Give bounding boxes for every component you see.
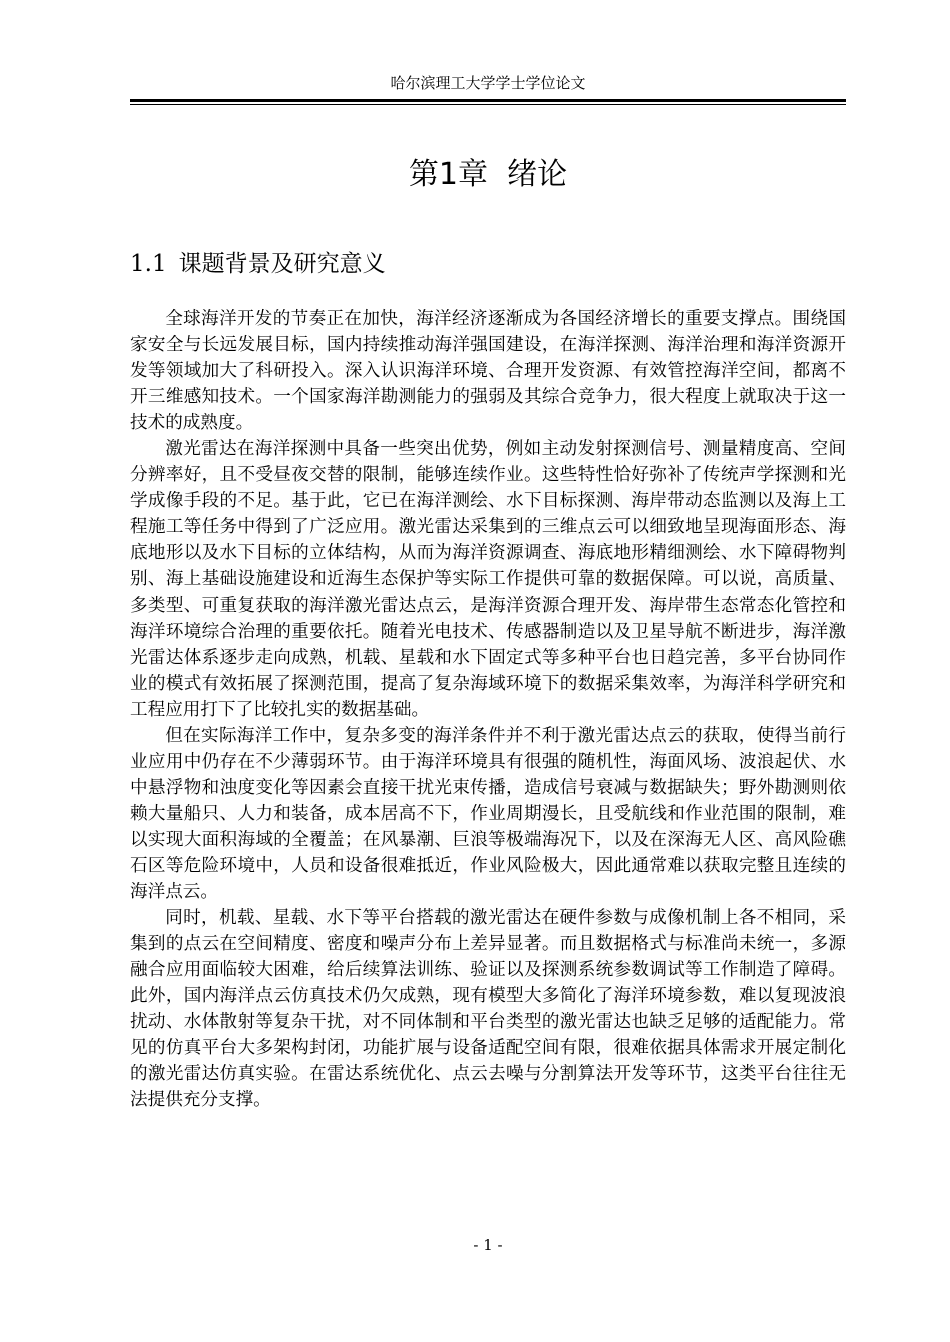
paragraph: 全球海洋开发的节奏正在加快，海洋经济逐渐成为各国经济增长的重要支撑点。围绕国家安全与长远发展目标，国内持续推动海洋强国建设，在海洋探测、海洋治理和海洋资源开发等领域加大了科研投入。深入认识海洋环境、合理开发资源、有效管控海洋空间，都离不开三维感知技术。一个国家海洋勘测能力的强弱及其综合竞争力，很大程度上就取决于这一技术的成熟度。: [130, 309, 846, 434]
paragraph: 同时，机载、星载、水下等平台搭载的激光雷达在硬件参数与成像机制上各不相同，采集到的点云在空间精度、密度和噪声分布上差异显著。而且数据格式与标准尚未统一，多源融合应用面临较大困难，给后续算法训练、验证以及探测系统参数调试等工作制造了障碍。此外，国内海洋点云仿真技术仍欠成熟，现有模型大多简化了海洋环境参数，难以复现波浪扰动、水体散射等复杂干扰，对不同体制和平台类型的激光雷达也缺乏足够的适配能力。常见的仿真平台大多架构封闭，功能扩展与设备适配空间有限，很难依据具体需求开展定制化的激光雷达仿真实验。在雷达系统优化、点云去噪与分割算法开发等环节，这类平台往往无法提供充分支撑。: [130, 908, 846, 1111]
body-text: [130, 306, 846, 1113]
paragraph: 激光雷达在海洋探测中具备一些突出优势，例如主动发射探测信号、测量精度高、空间分辨率好，且不受昼夜交替的限制，能够连续作业。这些特性恰好弥补了传统声学探测和光学成像手段的不足。基于此，它已在海洋测绘、水下目标探测、海岸带动态监测以及海上工程施工等任务中得到了广泛应用。激光雷达采集到的三维点云可以细致地呈现海面形态、海底地形以及水下目标的立体结构，从而为海洋资源调查、海底地形精细测绘、水下障碍物判别、海上基础设施建设和近海生态保护等实际工作提供可靠的数据保障。可以说，高质量、多类型、可重复获取的海洋激光雷达点云，是海洋资源合理开发、海岸带生态常态化管控和海洋环境综合治理的重要依托。随着光电技术、传感器制造以及卫星导航不断进步，海洋激光雷达体系逐步走向成熟，机载、星载和水下固定式等多种平台也日趋完善，多平台协同作业的模式有效拓展了探测范围，提高了复杂海域环境下的数据采集效率，为海洋科学研究和工程应用打下了比较扎实的数据基础。: [130, 439, 846, 720]
header-rule-thin: [130, 104, 846, 105]
page-number: - 1 -: [473, 1236, 503, 1254]
section-number: 1.1: [130, 251, 167, 277]
section-heading: [130, 246, 846, 282]
chapter-title: 第1章 绪论: [408, 157, 568, 192]
paragraph: 但在实际海洋工作中，复杂多变的海洋条件并不利于激光雷达点云的获取，使得当前行业应用中仍存在不少薄弱环节。由于海洋环境具有很强的随机性，海面风场、波浪起伏、水中悬浮物和浊度变化等因素会直接干扰光束传播，造成信号衰减与数据缺失；野外勘测则依赖大量船只、人力和装备，成本居高不下，作业周期漫长，且受航线和作业范围的限制，难以实现大面积海域的全覆盖；在风暴潮、巨浪等极端海况下，以及在深海无人区、高风险礁石区等危险环境中，人员和设备很难抵近，作业风险极大，因此通常难以获取完整且连续的海洋点云。: [130, 725, 846, 903]
running-header: 哈尔滨理工大学学士学位论文: [390, 74, 586, 92]
header-rule-thick: [130, 99, 846, 102]
section-title: 课题背景及研究意义: [178, 251, 386, 277]
